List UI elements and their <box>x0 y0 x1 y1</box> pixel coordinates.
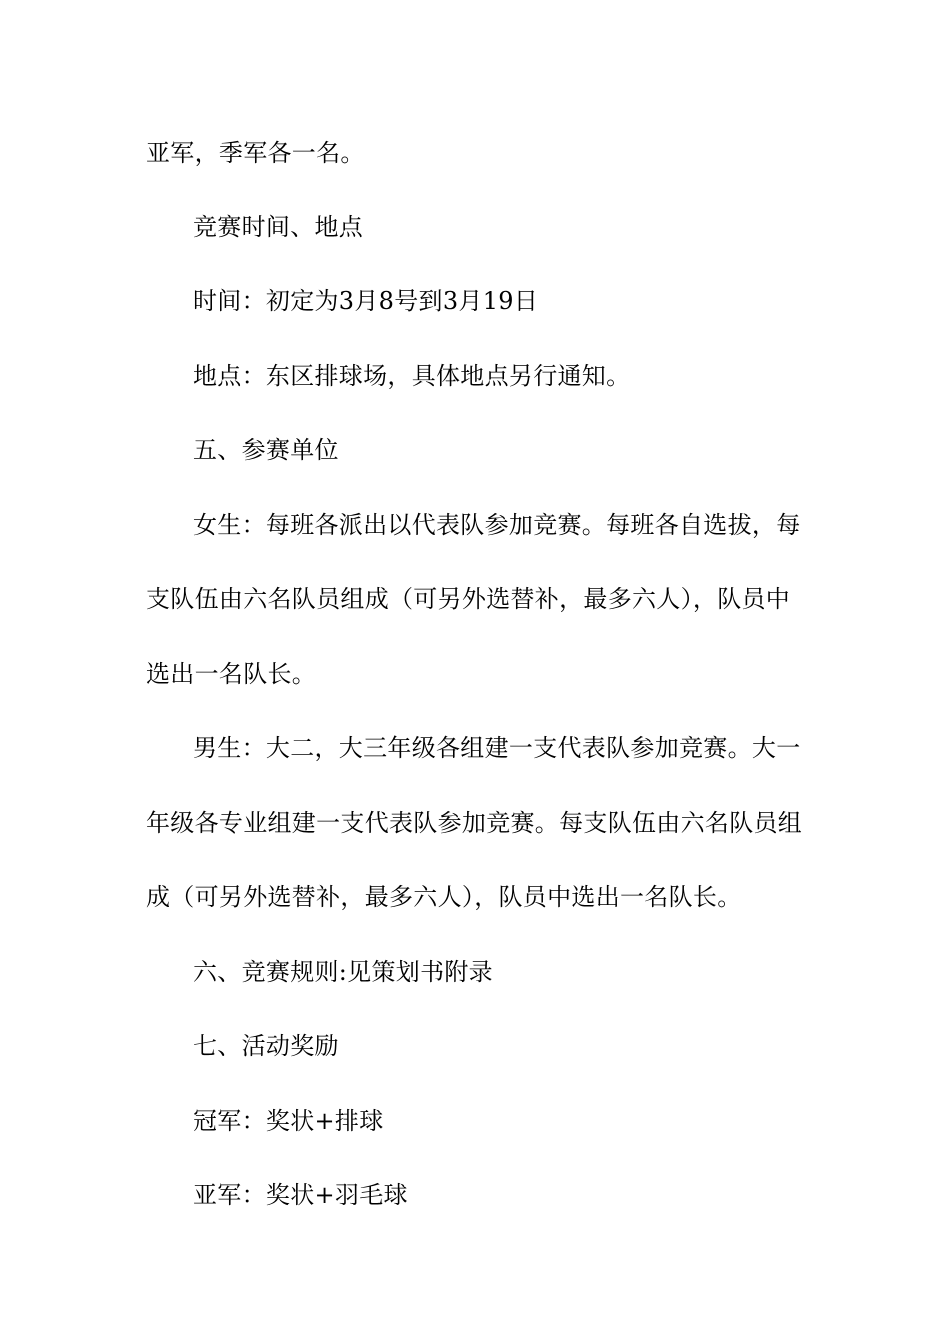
heading-participants: 五、参赛单位 <box>193 436 339 464</box>
text-line-runner-up-award: 亚军：奖状+羽毛球 <box>193 1181 408 1209</box>
heading-time-location: 竞赛时间、地点 <box>193 213 364 241</box>
text-line-prize-runners-up: 亚军，季军各一名。 <box>146 139 365 167</box>
heading-awards: 七、活动奖励 <box>193 1032 339 1060</box>
text-line-time: 时间：初定为3月8号到3月19日 <box>193 287 539 315</box>
text-line-champion-award: 冠军：奖状+排球 <box>193 1107 384 1135</box>
heading-rules: 六、竞赛规则:见策划书附录 <box>193 958 493 986</box>
text-line-location: 地点：东区排球场，具体地点另行通知。 <box>193 362 631 390</box>
paragraph-male-line-1: 男生：大二，大三年级各组建一支代表队参加竞赛。大一 <box>193 734 801 762</box>
paragraph-male-line-2: 年级各专业组建一支代表队参加竞赛。每支队伍由六名队员组 <box>146 809 803 837</box>
paragraph-female-line-3: 选出一名队长。 <box>146 660 317 688</box>
paragraph-female-line-1: 女生：每班各派出以代表队参加竞赛。每班各自选拔，每 <box>193 511 801 539</box>
paragraph-female-line-2: 支队伍由六名队员组成（可另外选替补，最多六人），队员中 <box>146 585 791 613</box>
paragraph-male-line-3: 成（可另外选替补，最多六人），队员中选出一名队长。 <box>146 883 742 911</box>
